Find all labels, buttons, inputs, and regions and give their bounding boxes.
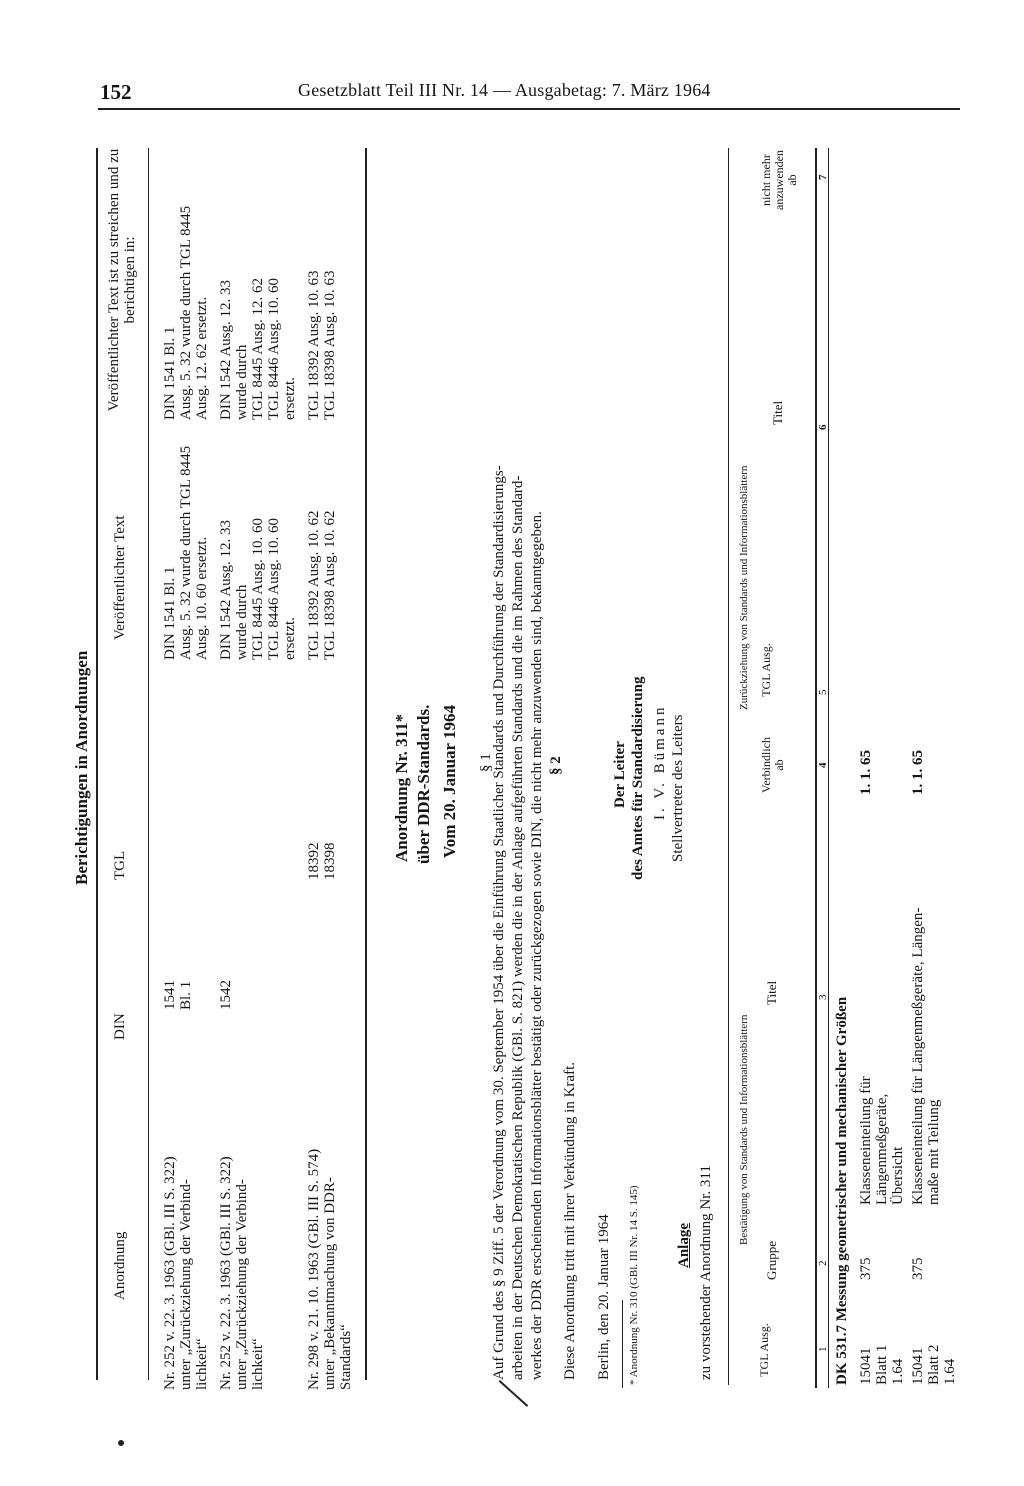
annex-row2-tgl: 15041 Blatt 2 1.64 [910,1344,958,1385]
signer-name: I. V. Bümann [652,704,668,820]
annex-group-withdrawal: Zurückziehung von Standards und Informationsblättern [738,465,750,710]
annex-col-titel-2: Titel [770,400,785,425]
section-1-heading: § 1 [478,753,494,772]
annex-col-gruppe: Gruppe [764,1241,779,1280]
place-date: Berlin, den 20. Januar 1964 [596,1214,612,1380]
corrections-header-rule [148,148,149,1380]
row2-text: DIN 1542 Ausg. 12. 33 wurde durch TGL 8445 Ausg. 10. 60 TGL 8446 Ausg. 10. 60 ersetzt. [218,518,298,660]
paragraph-1: Auf Grund des § 9 Ziff. 5 der Verordnung vom 30. September 1954 über die Einführung Staatlicher Standards und Durchführung der Standardisierungs- arbeiten in der Deutschen Demokratischen Republik (GBl. S. 821) werden die in der Anlage aufgeführten Standards und die im Rahmen des Standard- werkes der DDR erscheinenden Informationsblätter bestätigt oder zurückgezogen sowie DIN, die nicht mehr anzuwenden sind, bekanntgegeben. [491,465,545,1380]
annex-title: Anlage [676,1223,692,1268]
annex-colnum-3: 3 [817,994,829,1000]
row1-anordnung: Nr. 252 v. 22. 3. 1963 (GBl. III S. 322) unter „Zurückziehung der Verbind- lichkeit“ [162,1156,210,1390]
row1-din: 1541 Bl. 1 [162,980,194,1010]
corrections-bottom-rule [365,148,367,1380]
col-header-correction: Veröffentlichter Text ist zu streichen und zu berichtigen in: [106,148,138,412]
order-subtitle: über DDR-Standards. [414,704,433,864]
margin-check-mark [499,1380,529,1407]
annex-row2-gruppe: 375 [910,1257,926,1280]
col-header-text: Veröffentlichter Text [112,515,128,640]
row2-din: 1542 [218,980,234,1010]
annex-col-nicht-mehr: nicht mehr anzuwenden ab [759,150,799,210]
annex-col-tgl: TGL Ausg. [757,1323,771,1377]
annex-colnum-6: 6 [817,424,829,430]
col-header-tgl: TGL [112,850,128,880]
row2-correction: DIN 1542 Ausg. 12. 33 wurde durch TGL 8445 Ausg. 12. 62 TGL 8446 Ausg. 10. 60 ersetzt. [218,278,298,420]
annex-col-tgl-2: TGL Ausg. [759,643,773,697]
annex-colnum-2: 2 [817,1260,829,1266]
footnote-rule [622,1300,623,1388]
signer-role: Stellvertreter des Leiters [670,714,686,862]
annex-numbers-rule [815,148,817,1388]
header-rule [98,108,960,110]
annex-category: DK 531.7 Messung geometrischer und mechanischer Größen [834,996,850,1385]
section-2-heading: § 2 [548,756,564,775]
signer-org-1: Der Leiter [612,741,628,808]
page-number: 152 [100,80,132,104]
annex-colnum-4: 4 [817,762,829,768]
annex-colnum-7: 7 [817,174,829,180]
order-date: Vom 20. Januar 1964 [440,704,459,858]
col-header-anordnung: Anordnung [112,1231,128,1300]
annex-top-rule-right [728,148,729,720]
annex-row1-gruppe: 375 [858,1257,874,1280]
corrections-heading: Berichtigungen in Anordnungen [72,650,91,885]
annex-col-verbindlich: Verbindlich ab [759,737,786,793]
row3-text: TGL 18392 Ausg. 10. 62 TGL 18398 Ausg. 10. 62 [306,510,338,660]
annex-row1-verbindlich: 1. 1. 65 [858,750,874,795]
order-title: Anordnung Nr. 311* [392,713,411,862]
annex-subtitle: zu vorstehender Anordnung Nr. 311 [698,1165,714,1380]
page-header-title: Gesetzblatt Teil III Nr. 14 — Ausgabetag: 7. März 1964 [298,80,711,100]
row3-tgl: 18392 18398 [306,842,338,880]
row2-anordnung: Nr. 252 v. 22. 3. 1963 (GBl. III S. 322) unter „Zurückziehung der Verbind- lichkeit“ [218,1156,266,1390]
row1-correction: DIN 1541 Bl. 1 Ausg. 5. 32 wurde durch TGL 8445 Ausg. 12. 62 ersetzt. [162,205,210,420]
annex-group-confirmation: Bestätigung von Standards und Informationsblättern [738,1014,750,1245]
corrections-top-rule [96,148,98,1380]
annex-group-divider [728,720,729,820]
col-header-din: DIN [112,1013,128,1040]
paragraph-2: Diese Anordnung tritt mit ihrer Verkündung in Kraft. [562,1061,578,1380]
annex-colnum-1: 1 [817,1346,829,1352]
row1-text: DIN 1541 Bl. 1 Ausg. 5. 32 wurde durch TGL 8445 Ausg. 10. 60 ersetzt. [162,445,210,660]
annex-row1-tgl: 15041 Blatt 1 1.64 [858,1344,906,1385]
margin-dot [118,1440,124,1446]
annex-header-bottom-rule [828,148,829,1388]
footnote: * Anordnung Nr. 310 (GBl. III Nr. 14 S. 145) [628,1185,640,1385]
annex-col-titel: Titel [764,980,779,1005]
annex-row1-titel: Klasseneinteilung für Längenmeßgeräte, Übersicht [858,1076,906,1205]
signer-org-2: des Amtes für Standardisierung [630,676,646,880]
annex-row2-titel: Klasseneinteilung für Längenmeßgeräte, Längen- maße mit Teilung [910,907,942,1205]
annex-colnum-5: 5 [817,689,829,695]
row3-anordnung: Nr. 298 v. 21. 10. 1963 (GBl. III S. 574) unter „Bekanntmachung von DDR- Standards“ [306,1148,354,1390]
row3-correction: TGL 18392 Ausg. 10. 63 TGL 18398 Ausg. 10. 63 [306,270,338,420]
annex-row2-verbindlich: 1. 1. 65 [910,750,926,795]
